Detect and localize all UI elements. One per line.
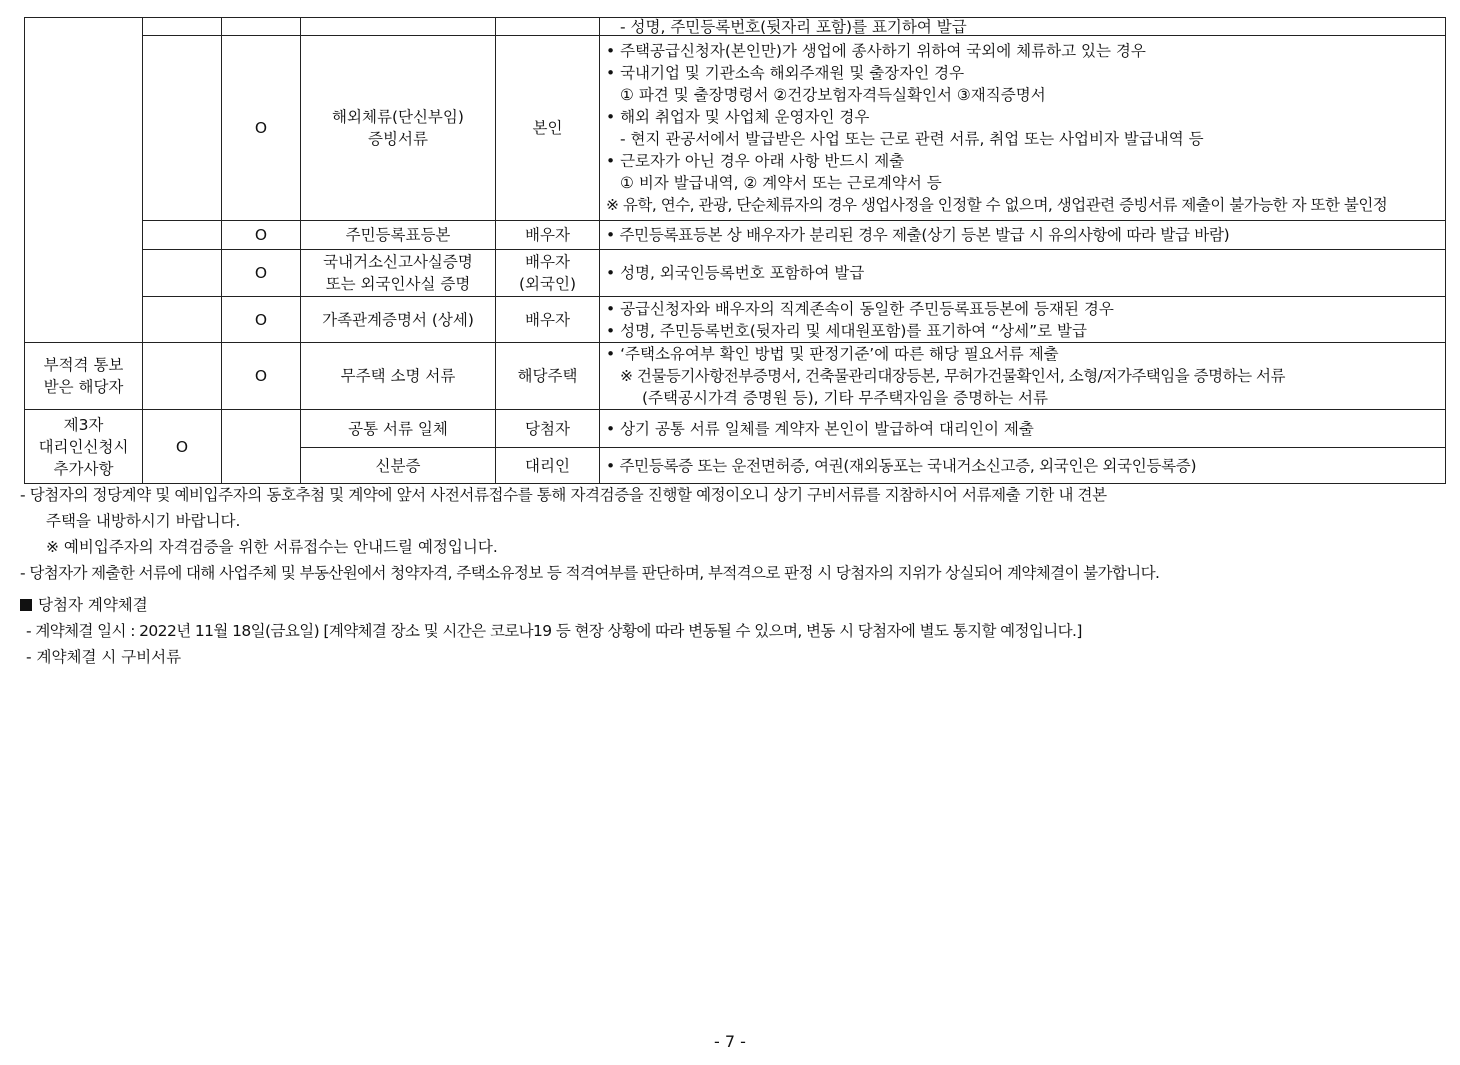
description-cell: • 상기 공통 서류 일체를 계약자 본인이 발급하여 대리인이 제출: [600, 410, 1446, 448]
square-bullet-icon: [20, 599, 32, 611]
document-name: 공통 서류 일체: [301, 410, 496, 448]
table-row: [25, 250, 1446, 297]
target-person: 배우자: [496, 297, 600, 343]
table-row: [25, 410, 1446, 448]
note-line: - 당첨자의 정당계약 및 예비입주자의 동호추첨 및 계약에 앞서 사전서류접수를 통해 자격검증을 진행할 예정이오니 상기 구비서류를 지참하시어 서류제출 기한 내 견본: [20, 486, 1107, 504]
target-person: 당첨자: [496, 410, 600, 448]
target-person: 배우자: [496, 221, 600, 250]
document-name: 무주택 소명 서류: [301, 343, 496, 410]
description-cell: • ‘주택소유여부 확인 방법 및 판정기준’에 따른 해당 필요서류 제출 ※ 건물등기사항전부증명서, 건축물관리대장등본, 무허가건물확인서, 소형/저가주택임을 증명하는 서류 (주택공시가격 증명원 등), 기타 무주택자임을 증명하는 서류: [600, 343, 1446, 410]
required-mark: O: [222, 343, 301, 410]
contract-line: - 계약체결 시 구비서류: [26, 648, 182, 666]
required-mark: O: [143, 410, 222, 484]
description-cell: • 주택공급신청자(본인만)가 생업에 종사하기 위하여 국외에 체류하고 있는 경우 • 국내기업 및 기관소속 해외주재원 및 출장자인 경우 ① 파견 및 출장명령서 ②건강보험자격득실확인서 ③재직증명서 • 해외 취업자 및 사업체 운영자인 경우 - 현지 관공서에서 발급받은 사업 또는 근로 관련 서류, 취업 또는 사업비자 발급내역 등 • 근로자가 아닌 경우 아래 사항 반드시 제출 ① 비자 발급내역, ② 계약서 또는 근로계약서 등 ※ 유학, 연수, 관광, 단순체류자의 경우 생업사정을 인정할 수 없으며, 생업관련 증빙서류 제출이 불가능한 자 또한 불인정: [600, 36, 1446, 221]
category-cell: [25, 18, 143, 343]
document-name: 국내거소신고사실증명 또는 외국인사실 증명: [301, 250, 496, 297]
page-number: - 7 -: [714, 1032, 746, 1051]
section-heading: 당첨자 계약체결: [20, 592, 1440, 618]
document-requirements-table: [24, 17, 1446, 484]
required-mark: O: [222, 297, 301, 343]
table-row: [25, 297, 1446, 343]
description-cell: • 주민등록표등본 상 배우자가 분리된 경우 제출(상기 등본 발급 시 유의사항에 따라 발급 바람): [600, 221, 1446, 250]
note-line: ※ 예비입주자의 자격검증을 위한 서류접수는 안내드릴 예정입니다.: [46, 538, 498, 556]
document-name: 가족관계증명서 (상세): [301, 297, 496, 343]
note-line: 주택을 내방하시기 바랍니다.: [46, 512, 241, 530]
table-row: [25, 18, 1446, 36]
category-cell: 부적격 통보 받은 해당자: [25, 343, 143, 410]
target-person: 배우자 (외국인): [496, 250, 600, 297]
note-line: - 당첨자가 제출한 서류에 대해 사업주체 및 부동산원에서 청약자격, 주택소유정보 등 적격여부를 판단하며, 부적격으로 판정 시 당첨자의 지위가 상실되어 계약체결이 불가합니다.: [20, 564, 1160, 582]
target-person: 본인: [496, 36, 600, 221]
table-row: [25, 343, 1446, 410]
table-row: [25, 36, 1446, 221]
description-cell: • 성명, 외국인등록번호 포함하여 발급: [600, 250, 1446, 297]
document-name: 해외체류(단신부임) 증빙서류: [301, 36, 496, 221]
required-mark: O: [222, 36, 301, 221]
document-name: 주민등록표등본: [301, 221, 496, 250]
description-cell: - 성명, 주민등록번호(뒷자리 포함)를 표기하여 발급: [600, 18, 1446, 36]
description-cell: • 주민등록증 또는 운전면허증, 여권(재외동포는 국내거소신고증, 외국인은 외국인등록증): [600, 448, 1446, 484]
category-cell: 제3자 대리인신청시 추가사항: [25, 410, 143, 484]
document-name: 신분증: [301, 448, 496, 484]
notes-section: [20, 482, 1440, 670]
required-mark: O: [222, 221, 301, 250]
table-row: [25, 221, 1446, 250]
required-mark: O: [222, 250, 301, 297]
target-person: 해당주택: [496, 343, 600, 410]
contract-line: - 계약체결 일시 : 2022년 11월 18일(금요일) [계약체결 장소 및 시간은 코로나19 등 현장 상황에 따라 변동될 수 있으며, 변동 시 당첨자에 별도 통지할 예정입니다.]: [26, 622, 1082, 640]
target-person: 대리인: [496, 448, 600, 484]
description-cell: • 공급신청자와 배우자의 직계존속이 동일한 주민등록표등본에 등재된 경우 • 성명, 주민등록번호(뒷자리 및 세대원포함)를 표기하여 “상세”로 발급: [600, 297, 1446, 343]
